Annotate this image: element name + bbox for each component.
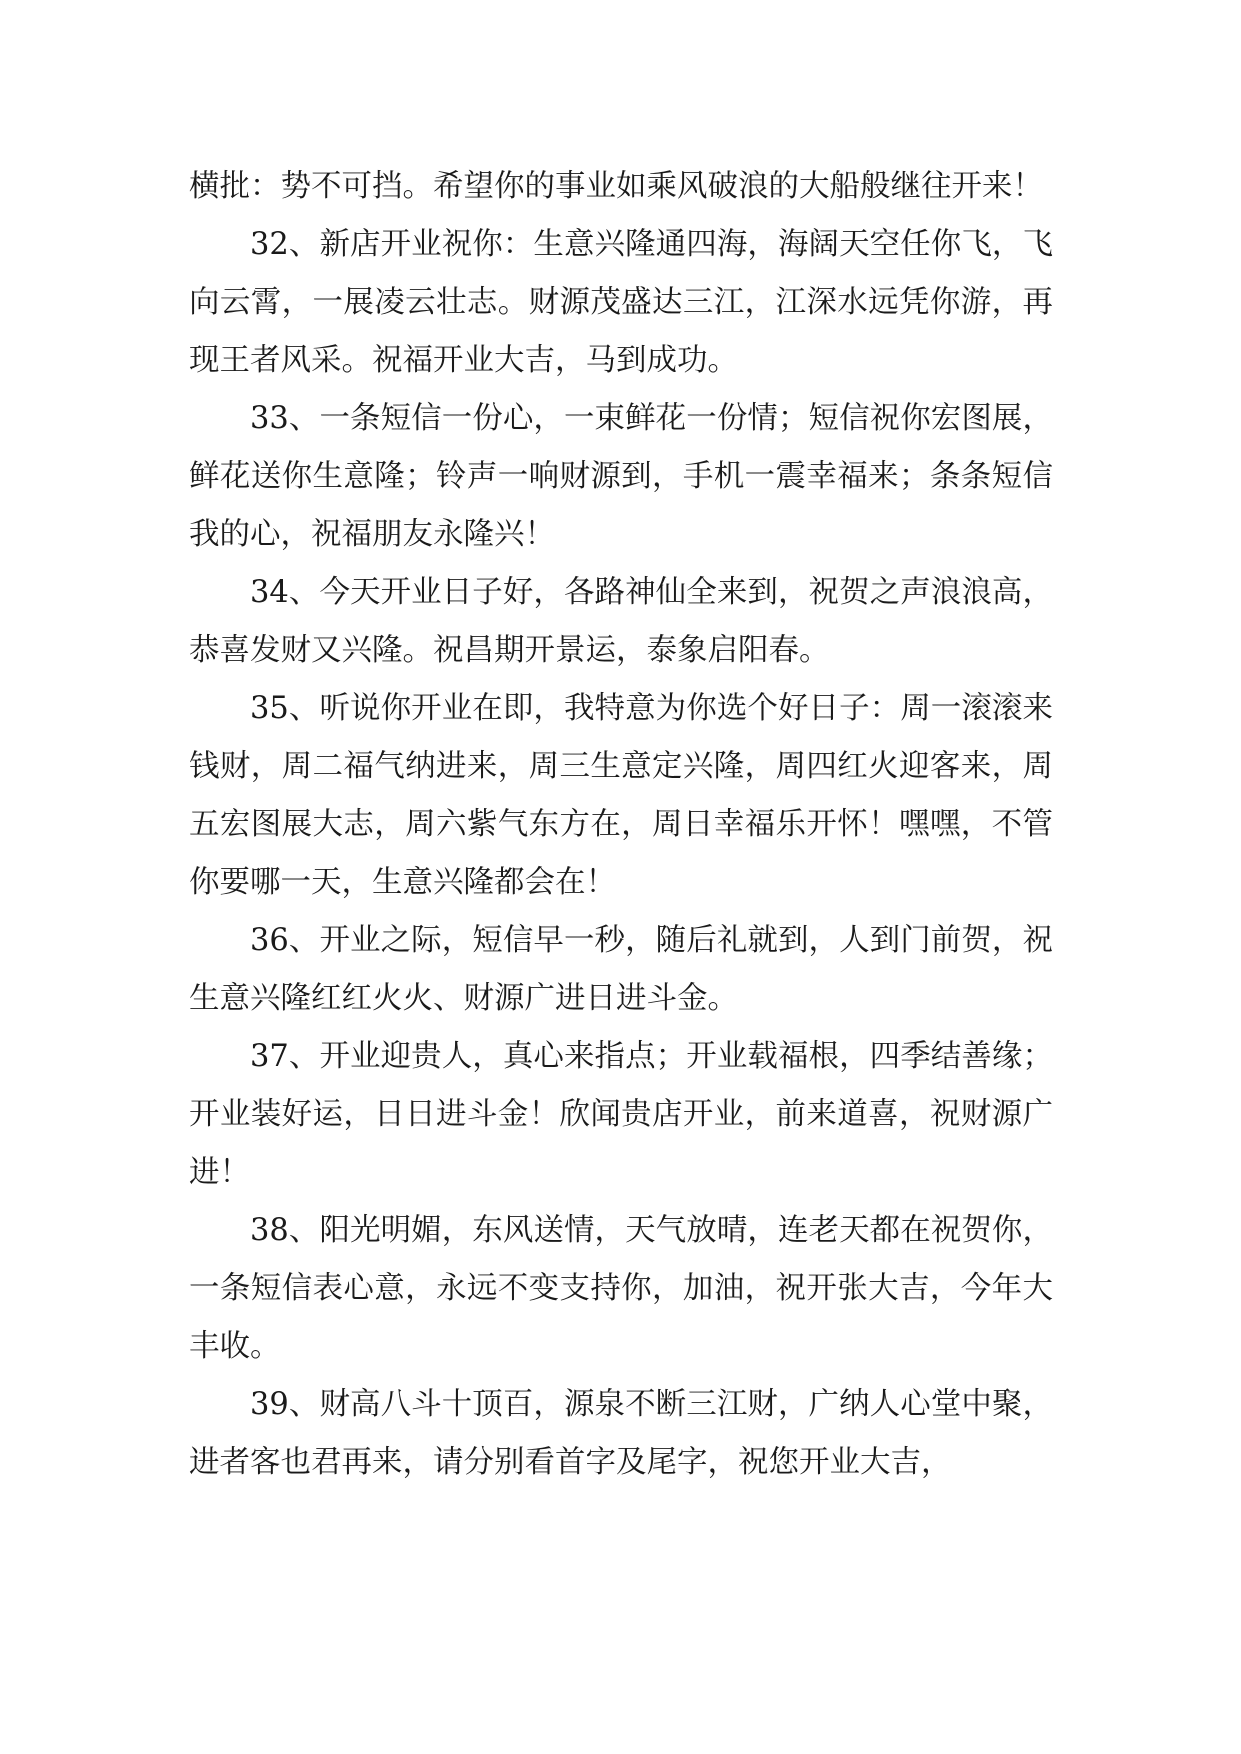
paragraph-35: 35、听说你开业在即，我特意为你选个好日子：周一滚滚来钱财，周二福气纳进来，周三生意定兴隆，周四红火迎客来，周五宏图展大志，周六紫气东方在，周日幸福乐开怀！嘿嘿，不管你要哪一天，生意兴隆都会在！ xyxy=(189,691,1053,900)
paragraph-32: 32、新店开业祝你：生意兴隆通四海，海阔天空任你飞，飞向云霄，一展凌云壮志。财源茂盛达三江，江深水远凭你游，再现王者风采。祝福开业大吉，马到成功。 xyxy=(189,227,1053,378)
paragraph-33: 33、一条短信一份心，一束鲜花一份情；短信祝你宏图展，鲜花送你生意隆；铃声一响财源到，手机一震幸福来；条条短信我的心，祝福朋友永隆兴！ xyxy=(189,401,1053,552)
paragraph-34: 34、今天开业日子好，各路神仙全来到，祝贺之声浪浪高，恭喜发财又兴隆。祝昌期开景运，泰象启阳春。 xyxy=(189,575,1053,668)
paragraph-36: 36、开业之际，短信早一秒，随后礼就到，人到门前贺，祝生意兴隆红红火火、财源广进日进斗金。 xyxy=(189,923,1053,1016)
paragraph-38: 38、阳光明媚，东风送情，天气放晴，连老天都在祝贺你，一条短信表心意，永远不变支持你，加油，祝开张大吉，今年大丰收。 xyxy=(189,1213,1053,1364)
document-body xyxy=(189,158,1053,1492)
paragraph-39: 39、财高八斗十顶百，源泉不断三江财，广纳人心堂中聚，进者客也君再来，请分别看首字及尾字，祝您开业大吉， xyxy=(189,1387,1053,1480)
paragraph-37: 37、开业迎贵人，真心来指点；开业载福根，四季结善缘；开业装好运，日日进斗金！欣闻贵店开业，前来道喜，祝财源广进！ xyxy=(189,1039,1053,1190)
paragraph-continuation: 横批：势不可挡。希望你的事业如乘风破浪的大船般继往开来！ xyxy=(189,169,1043,204)
